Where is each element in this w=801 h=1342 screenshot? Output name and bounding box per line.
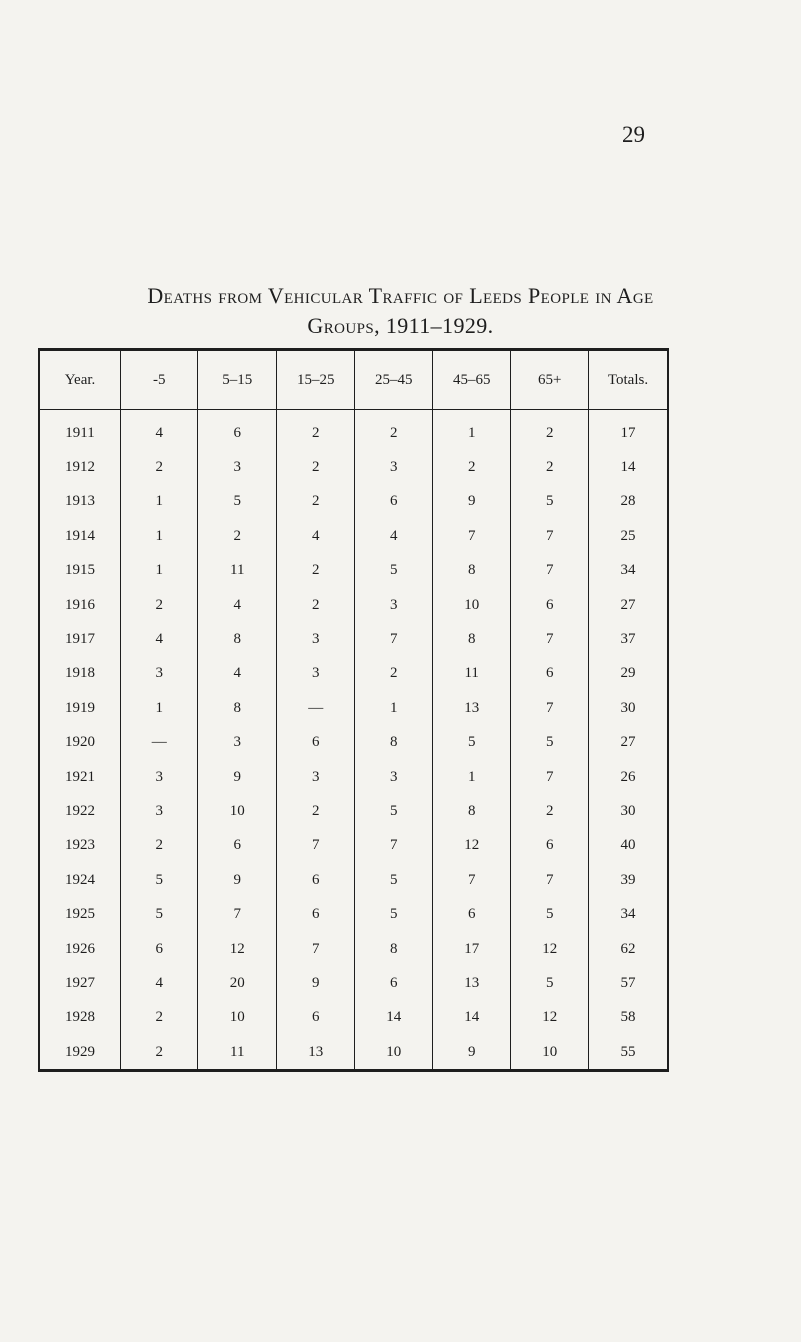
table-cell: 10 bbox=[355, 1035, 432, 1069]
table-cell: 3 bbox=[121, 794, 198, 828]
table-row bbox=[40, 760, 667, 794]
header-row bbox=[40, 351, 667, 410]
table-cell: 10 bbox=[198, 1001, 277, 1035]
total-cell: 30 bbox=[588, 691, 667, 725]
table-row bbox=[40, 657, 667, 691]
table-cell: 12 bbox=[198, 932, 277, 966]
table-cell: 11 bbox=[198, 554, 277, 588]
table-cell: 6 bbox=[198, 410, 277, 451]
total-cell: 34 bbox=[588, 554, 667, 588]
table-cell: 2 bbox=[511, 794, 588, 828]
total-cell: 17 bbox=[588, 410, 667, 451]
table-cell: 9 bbox=[198, 760, 277, 794]
year-cell: 1927 bbox=[65, 974, 95, 991]
column-header: 45–65 bbox=[432, 351, 511, 410]
total-cell: 34 bbox=[588, 897, 667, 931]
total-cell: 55 bbox=[588, 1035, 667, 1069]
table-cell: 8 bbox=[432, 554, 511, 588]
table-cell: 2 bbox=[276, 554, 355, 588]
table-cell: 5 bbox=[511, 726, 588, 760]
year-cell: 1922 bbox=[65, 802, 95, 819]
total-cell: 25 bbox=[588, 519, 667, 553]
table-cell: 13 bbox=[276, 1035, 355, 1069]
table-cell: — bbox=[121, 726, 198, 760]
table-cell: 7 bbox=[511, 760, 588, 794]
table-cell: 2 bbox=[121, 829, 198, 863]
table-cell: 5 bbox=[355, 863, 432, 897]
table-cell: 2 bbox=[276, 794, 355, 828]
table-row bbox=[40, 932, 667, 966]
table-cell: 6 bbox=[198, 829, 277, 863]
deaths-table-frame bbox=[38, 348, 669, 1072]
table-cell: 8 bbox=[198, 691, 277, 725]
table-cell: 7 bbox=[511, 863, 588, 897]
total-cell: 30 bbox=[588, 794, 667, 828]
table-cell: 3 bbox=[355, 588, 432, 622]
table-cell: 2 bbox=[276, 450, 355, 484]
total-cell: 37 bbox=[588, 622, 667, 656]
table-cell: 7 bbox=[432, 519, 511, 553]
table-cell: 4 bbox=[198, 588, 277, 622]
table-cell: 7 bbox=[276, 932, 355, 966]
table-cell: 2 bbox=[276, 410, 355, 451]
table-row bbox=[40, 519, 667, 553]
year-cell: 1912 bbox=[65, 459, 95, 476]
year-cell: 1915 bbox=[65, 562, 95, 579]
table-cell: 2 bbox=[511, 410, 588, 451]
table-cell: 1 bbox=[121, 691, 198, 725]
table-cell: 6 bbox=[276, 726, 355, 760]
table-cell: 1 bbox=[432, 760, 511, 794]
table-cell: 4 bbox=[276, 519, 355, 553]
table-cell: 8 bbox=[432, 622, 511, 656]
total-cell: 29 bbox=[588, 657, 667, 691]
table-cell: 5 bbox=[432, 726, 511, 760]
table-cell: 2 bbox=[432, 450, 511, 484]
table-cell: 6 bbox=[432, 897, 511, 931]
table-cell: 2 bbox=[121, 1001, 198, 1035]
table-row bbox=[40, 863, 667, 897]
year-cell: 1911 bbox=[65, 424, 95, 441]
year-cell: 1929 bbox=[65, 1043, 95, 1060]
table-cell: 5 bbox=[511, 897, 588, 931]
table-cell: 6 bbox=[276, 1001, 355, 1035]
table-title bbox=[30, 281, 771, 341]
table-cell: 1 bbox=[121, 554, 198, 588]
table-cell: 8 bbox=[432, 794, 511, 828]
table-title-line-1: Deaths from Vehicular Traffic of Leeds People in Age bbox=[147, 283, 654, 308]
table-cell: 2 bbox=[121, 1035, 198, 1069]
total-cell: 62 bbox=[588, 932, 667, 966]
table-cell: 6 bbox=[276, 863, 355, 897]
table-cell: 7 bbox=[276, 829, 355, 863]
table-cell: 9 bbox=[276, 966, 355, 1000]
table-row bbox=[40, 794, 667, 828]
table-cell: 8 bbox=[355, 726, 432, 760]
table-row bbox=[40, 691, 667, 725]
table-cell: 6 bbox=[511, 657, 588, 691]
table-row bbox=[40, 485, 667, 519]
table-cell: 7 bbox=[355, 622, 432, 656]
table-cell: — bbox=[276, 691, 355, 725]
table-cell: 2 bbox=[355, 410, 432, 451]
table-row bbox=[40, 1001, 667, 1035]
table-cell: 5 bbox=[355, 554, 432, 588]
table-cell: 5 bbox=[511, 485, 588, 519]
table-cell: 8 bbox=[198, 622, 277, 656]
page-number: 29 bbox=[622, 122, 645, 147]
total-cell: 26 bbox=[588, 760, 667, 794]
table-cell: 17 bbox=[432, 932, 511, 966]
table-cell: 5 bbox=[355, 794, 432, 828]
table-cell: 3 bbox=[121, 760, 198, 794]
table-cell: 7 bbox=[432, 863, 511, 897]
table-cell: 9 bbox=[198, 863, 277, 897]
table-row bbox=[40, 966, 667, 1000]
table-cell: 12 bbox=[511, 932, 588, 966]
year-cell: 1914 bbox=[65, 527, 95, 544]
table-row bbox=[40, 726, 667, 760]
table-cell: 2 bbox=[276, 588, 355, 622]
table-cell: 3 bbox=[276, 657, 355, 691]
table-cell: 5 bbox=[121, 863, 198, 897]
table-cell: 7 bbox=[355, 829, 432, 863]
table-cell: 11 bbox=[432, 657, 511, 691]
table-cell: 11 bbox=[198, 1035, 277, 1069]
table-cell: 3 bbox=[355, 760, 432, 794]
total-cell: 27 bbox=[588, 726, 667, 760]
total-cell: 58 bbox=[588, 1001, 667, 1035]
table-cell: 8 bbox=[355, 932, 432, 966]
table-cell: 7 bbox=[198, 897, 277, 931]
table-cell: 2 bbox=[355, 657, 432, 691]
table-cell: 12 bbox=[511, 1001, 588, 1035]
year-cell: 1916 bbox=[65, 596, 95, 613]
column-header: 5–15 bbox=[198, 351, 277, 410]
table-title-line-2: Groups, 1911–1929. bbox=[307, 313, 494, 338]
total-cell: 27 bbox=[588, 588, 667, 622]
table-row bbox=[40, 1035, 667, 1069]
table-cell: 14 bbox=[355, 1001, 432, 1035]
table-cell: 7 bbox=[511, 622, 588, 656]
year-cell: 1921 bbox=[65, 768, 95, 785]
table-cell: 3 bbox=[198, 726, 277, 760]
table-cell: 13 bbox=[432, 966, 511, 1000]
table-cell: 6 bbox=[511, 588, 588, 622]
total-cell: 40 bbox=[588, 829, 667, 863]
table-cell: 2 bbox=[198, 519, 277, 553]
table-body bbox=[40, 410, 667, 1070]
column-header: -5 bbox=[121, 351, 198, 410]
table-cell: 10 bbox=[432, 588, 511, 622]
table-cell: 9 bbox=[432, 1035, 511, 1069]
table-cell: 7 bbox=[511, 691, 588, 725]
table-cell: 7 bbox=[511, 554, 588, 588]
year-cell: 1918 bbox=[65, 665, 95, 682]
table-row bbox=[40, 450, 667, 484]
column-header: 15–25 bbox=[276, 351, 355, 410]
column-header: Year. bbox=[40, 351, 121, 410]
table-cell: 12 bbox=[432, 829, 511, 863]
table-cell: 4 bbox=[198, 657, 277, 691]
table-cell: 5 bbox=[198, 485, 277, 519]
year-cell: 1923 bbox=[65, 837, 95, 854]
table-cell: 1 bbox=[121, 519, 198, 553]
table-cell: 4 bbox=[355, 519, 432, 553]
table-cell: 1 bbox=[355, 691, 432, 725]
year-cell: 1926 bbox=[65, 940, 95, 957]
table-cell: 1 bbox=[121, 485, 198, 519]
total-cell: 39 bbox=[588, 863, 667, 897]
table-row bbox=[40, 829, 667, 863]
table-cell: 1 bbox=[432, 410, 511, 451]
table-cell: 6 bbox=[121, 932, 198, 966]
table-cell: 4 bbox=[121, 622, 198, 656]
year-cell: 1928 bbox=[65, 1009, 95, 1026]
table-row bbox=[40, 554, 667, 588]
table-row bbox=[40, 897, 667, 931]
table-cell: 5 bbox=[511, 966, 588, 1000]
table-cell: 2 bbox=[276, 485, 355, 519]
table-cell: 5 bbox=[121, 897, 198, 931]
table-cell: 5 bbox=[355, 897, 432, 931]
table-cell: 7 bbox=[511, 519, 588, 553]
table-cell: 6 bbox=[511, 829, 588, 863]
column-header: 25–45 bbox=[355, 351, 432, 410]
total-cell: 28 bbox=[588, 485, 667, 519]
year-cell: 1924 bbox=[65, 871, 95, 888]
year-cell: 1920 bbox=[65, 734, 95, 751]
column-header: Totals. bbox=[588, 351, 667, 410]
table-cell: 9 bbox=[432, 485, 511, 519]
table-cell: 3 bbox=[121, 657, 198, 691]
table-cell: 2 bbox=[121, 450, 198, 484]
table-cell: 13 bbox=[432, 691, 511, 725]
table-cell: 4 bbox=[121, 966, 198, 1000]
table-cell: 6 bbox=[355, 966, 432, 1000]
table-cell: 3 bbox=[198, 450, 277, 484]
table-cell: 2 bbox=[121, 588, 198, 622]
table-cell: 20 bbox=[198, 966, 277, 1000]
table-cell: 3 bbox=[276, 760, 355, 794]
table-row bbox=[40, 588, 667, 622]
table-cell: 10 bbox=[198, 794, 277, 828]
table-cell: 14 bbox=[432, 1001, 511, 1035]
table-cell: 6 bbox=[276, 897, 355, 931]
total-cell: 57 bbox=[588, 966, 667, 1000]
table-cell: 3 bbox=[355, 450, 432, 484]
table-row bbox=[40, 622, 667, 656]
table-cell: 4 bbox=[121, 410, 198, 451]
year-cell: 1919 bbox=[65, 699, 95, 716]
year-cell: 1913 bbox=[65, 493, 95, 510]
table-cell: 10 bbox=[511, 1035, 588, 1069]
table-row bbox=[40, 410, 667, 451]
table-cell: 3 bbox=[276, 622, 355, 656]
year-cell: 1917 bbox=[65, 631, 95, 648]
total-cell: 14 bbox=[588, 450, 667, 484]
year-cell: 1925 bbox=[65, 906, 95, 923]
deaths-by-age-table bbox=[40, 351, 667, 1069]
column-header: 65+ bbox=[511, 351, 588, 410]
table-cell: 6 bbox=[355, 485, 432, 519]
table-cell: 2 bbox=[511, 450, 588, 484]
